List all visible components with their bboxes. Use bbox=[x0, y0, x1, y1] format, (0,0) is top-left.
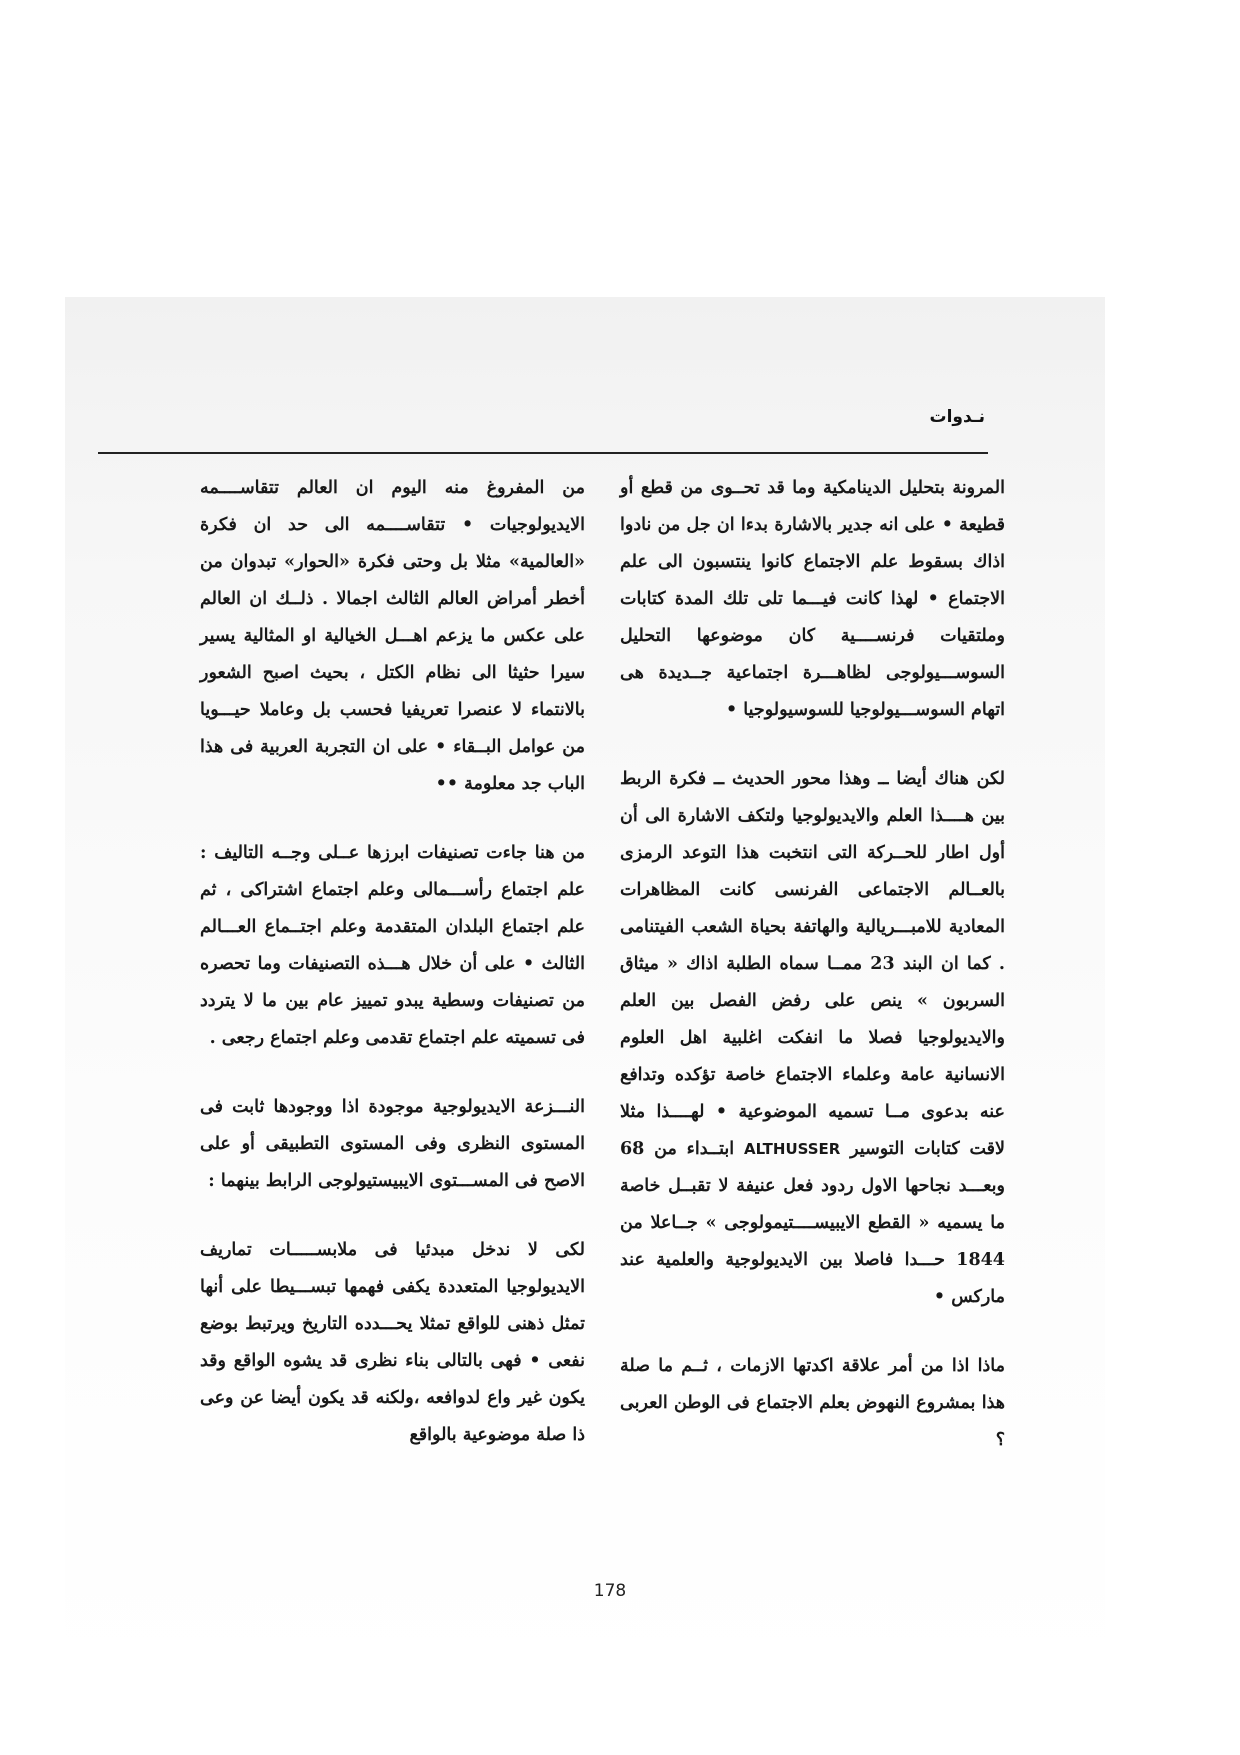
left-paragraph-4: لكى لا ندخل مبدئيا فى ملابســـــات تماريف الايديولوجيا المتعددة يكفى فهمها تبســـيطا على أنها تمثل ذهنى للواقع تمثلا يحـــدده التاريخ ويرتبط بوضع نفعى • فهى بالتالى بناء نظرى قد يشوه الواقع وقد يكون غير واع لدوافعه ،ولكنه قد يكون أيضا عن وعى ذا صلة موضوعية بالواقع bbox=[200, 1240, 585, 1445]
right-paragraph-1: المرونة بتحليل الدينامكية وما قد تحــوى من قطع أو قطيعة • على انه جدير بالاشارة بدءا ان جل من نادوا اذاك بسقوط علم الاجتماع كانوا ينتسبون الى علم الاجتماع • لهذا كانت فيـــما تلى تلك المدة كتابات وملتقيات فرنســــية كان موضوعها التحليل السوســـيولوجى لظاهـــرة اجتماعية جــديدة هى اتهام السوســـيولوجيا للسوسيولوجيا • bbox=[620, 478, 1005, 720]
page-number: 178 bbox=[593, 1581, 627, 1601]
left-column bbox=[200, 470, 585, 1486]
section-title: نـدوات bbox=[929, 407, 985, 427]
althusser-latin: ALTHUSSER bbox=[743, 1140, 841, 1158]
left-paragraph-1: من المفروغ منه اليوم ان العالم تتقاســــمه الايديولوجيات • تتقاســــمه الى حد ان فكرة «العالمية» مثلا بل وحتى فكرة «الحوار» تبدوان من أخطر أمراض العالم الثالث اجمالا . ذلــك ان العالم على عكس ما يزعم اهـــل الخيالية او المثالية يسير سيرا حثيثا الى نظام الكتل ، بحيث اصبح الشعور بالانتماء لا عنصرا تعريفيا فحسب بل وعاملا حيـــويا من عوامل البــقاء • على ان التجربة العربية فى هذا الباب جد معلومة •• bbox=[200, 478, 585, 794]
right-paragraph-2-text: لكن هناك أيضا ــ وهذا محور الحديث ــ فكرة الربط بين هــــذا العلم والايديولوجيا ولتكف الاشارة الى أن أول اطار للحــركة التى انتخبت هذا التوعد الرمزى بالعــالم الاجتماعى الفرنسى كانت المظاهرات المعادية للامبـــريالية والهاتفة بحياة الشعب الفيتنامى . كما ان البند 23 ممــا سماه الطلبة اذاك « ميثاق السربون » ينص على رفض الفصل بين العلم والايديولوجيا فصلا ما انفكت اغلبية اهل العلوم الانسانية عامة وعلماء الاجتماع خاصة تؤكده وتدافع عنه بدعوى مــا تسميه الموضوعية • لهــــذا مثلا لاقت كتابات bbox=[620, 769, 1006, 1159]
left-paragraph-3: النـــزعة الايديولوجية موجودة اذا ووجودها ثابت فى المستوى النظرى وفى المستوى التطبيقى أو على الاصح فى المســـتوى الايبيستيولوجى الرابط بينهما : bbox=[200, 1097, 585, 1191]
right-column bbox=[620, 470, 1005, 1491]
right-paragraph-2 bbox=[620, 761, 1005, 1316]
paragraph-gap bbox=[620, 1316, 1005, 1348]
althusser-arabic: التوسير bbox=[850, 1139, 905, 1159]
right-paragraph-2-continuation: ابتــداء من 68 وبعـــد نجاحها الاول ردود فعل عنيفة لا تقبــل خاصة ما يسميه « القطع الايبيســــتيمولوجى » جــاعلا من 1844 حـــدا فاصلا بين الايديولوجية والعلمية عند ماركس • bbox=[620, 1139, 1005, 1307]
right-paragraph-3: ماذا اذا من أمر علاقة اكدتها الازمات ، ثــم ما صلة هذا بمشروع النهوض بعلم الاجتماع فى الوطن العربى ؟ bbox=[620, 1356, 1005, 1450]
left-paragraph-2: من هنا جاءت تصنيفات ابرزها عــلى وجــه التاليف : علم اجتماع رأســـمالى وعلم اجتماع اشتراكى ، ثم علم اجتماع البلدان المتقدمة وعلم اجتــماع العـــالم الثالث • على أن خلال هـــذه التصنيفات وما تحصره من تصنيفات وسطية يبدو تمييز عام بين ما لا يتردد فى تسميته علم اجتماع تقدمى وعلم اجتماع رجعى . bbox=[200, 843, 585, 1048]
header-rule bbox=[98, 452, 988, 454]
